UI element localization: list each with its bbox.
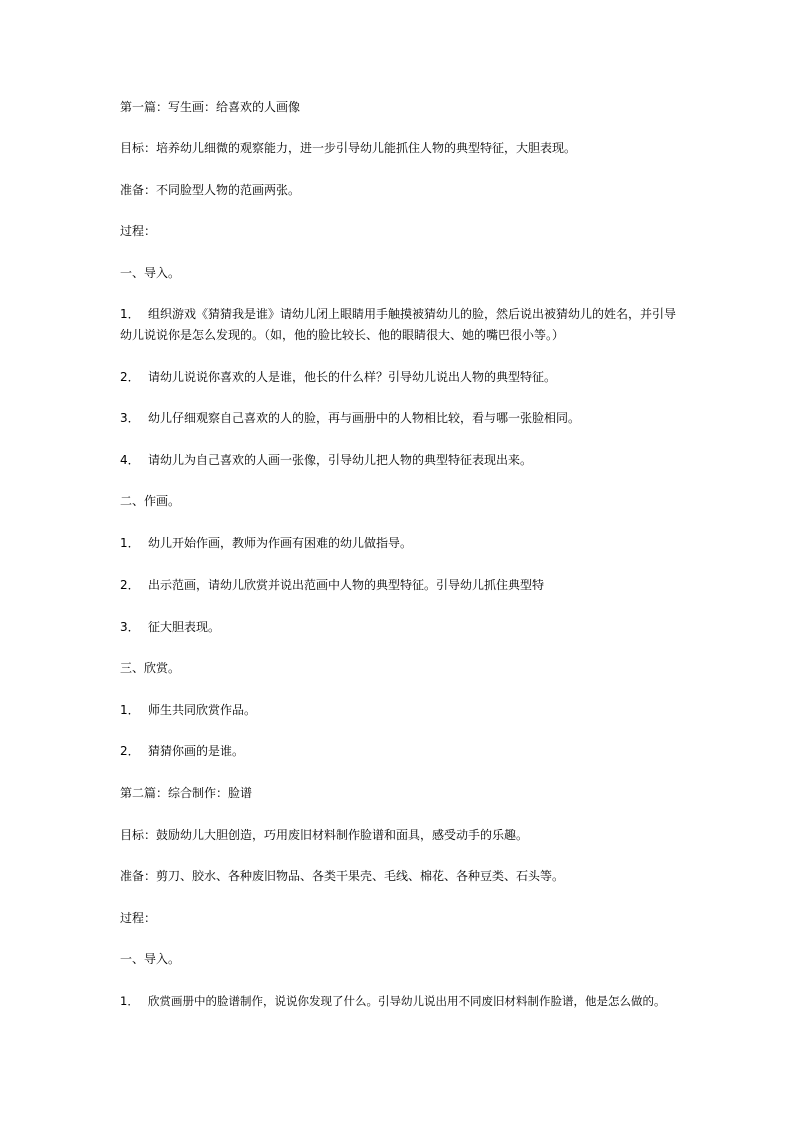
paragraph-text: 过程：: [120, 911, 157, 925]
list-item: [120, 741, 680, 762]
paragraph-text: 组织游戏《猜猜我是谁》请幼儿闭上眼睛用手触摸被猜幼儿的脸，然后说出被猜幼儿的姓名，并引导幼儿说说你是怎么发现的。（如，他的脸比较长、他的眼睛很大、她的嘴巴很小等。）: [120, 307, 677, 342]
list-item: [120, 304, 680, 346]
paragraph-text: 目标：培养幼儿细微的观察能力，进一步引导幼儿能抓住人物的典型特征，大胆表现。: [120, 141, 577, 155]
list-number: 2．: [120, 578, 140, 592]
list-number: 1．: [120, 307, 140, 321]
list-number: 1．: [120, 703, 140, 717]
list-number: 3．: [120, 620, 140, 634]
preparation-paragraph: [120, 866, 680, 887]
paragraph-text: 请幼儿为自己喜欢的人画一张像，引导幼儿把人物的典型特征表现出来。: [148, 453, 533, 467]
section-title-1: [120, 97, 680, 118]
goal-paragraph: [120, 825, 680, 846]
list-item: [120, 700, 680, 721]
paragraph-text: 猜猜你画的是谁。: [148, 744, 245, 758]
paragraph-text: 准备：剪刀、胶水、各种废旧物品、各类干果壳、毛线、棉花、各种豆类、石头等。: [120, 869, 565, 883]
paragraph-text: 欣赏画册中的脸谱制作，说说你发现了什么。引导幼儿说出用不同废旧材料制作脸谱，他是怎么做的。: [148, 994, 666, 1008]
paragraph-text: 目标：鼓励幼儿大胆创造，巧用废旧材料制作脸谱和面具，感受动手的乐趣。: [120, 828, 529, 842]
list-item: [120, 533, 680, 554]
step-heading-appreciate: [120, 658, 680, 679]
list-item: [120, 575, 680, 596]
step-heading-intro: [120, 949, 680, 970]
paragraph-text: 二、作画。: [120, 494, 181, 508]
paragraph-text: 过程：: [120, 224, 157, 238]
list-item: [120, 617, 680, 638]
list-item: [120, 367, 680, 388]
paragraph-text: 第一篇：写生画：给喜欢的人画像: [120, 100, 301, 114]
list-number: 1．: [120, 994, 139, 1008]
list-number: 2．: [120, 370, 140, 384]
process-heading: [120, 221, 680, 242]
step-heading-intro: [120, 263, 680, 284]
paragraph-text: 三、欣赏。: [120, 661, 181, 675]
paragraph-text: 幼儿仔细观察自己喜欢的人的脸，再与画册中的人物相比较，看与哪一张脸相同。: [148, 411, 581, 425]
process-heading: [120, 908, 680, 929]
list-number: 2．: [120, 744, 140, 758]
step-heading-draw: [120, 491, 680, 512]
list-item: [120, 991, 690, 1012]
paragraph-text: 准备：不同脸型人物的范画两张。: [120, 183, 301, 197]
paragraph-text: 征大胆表现。: [148, 620, 221, 634]
list-number: 3．: [120, 411, 140, 425]
preparation-paragraph: [120, 180, 680, 201]
list-item: [120, 450, 680, 471]
list-number: 4．: [120, 453, 140, 467]
list-number: 1．: [120, 536, 140, 550]
paragraph-text: 一、导入。: [120, 266, 181, 280]
paragraph-text: 第二篇：综合制作：脸谱: [120, 786, 253, 800]
list-item: [120, 408, 680, 429]
paragraph-text: 师生共同欣赏作品。: [148, 703, 257, 717]
section-title-2: [120, 783, 680, 804]
paragraph-text: 出示范画，请幼儿欣赏并说出范画中人物的典型特征。引导幼儿抓住典型特: [148, 578, 545, 592]
paragraph-text: 幼儿开始作画，教师为作画有困难的幼儿做指导。: [148, 536, 413, 550]
goal-paragraph: [120, 138, 680, 159]
paragraph-text: 一、导入。: [120, 952, 181, 966]
paragraph-text: 请幼儿说说你喜欢的人是谁，他长的什么样？引导幼儿说出人物的典型特征。: [148, 370, 557, 384]
